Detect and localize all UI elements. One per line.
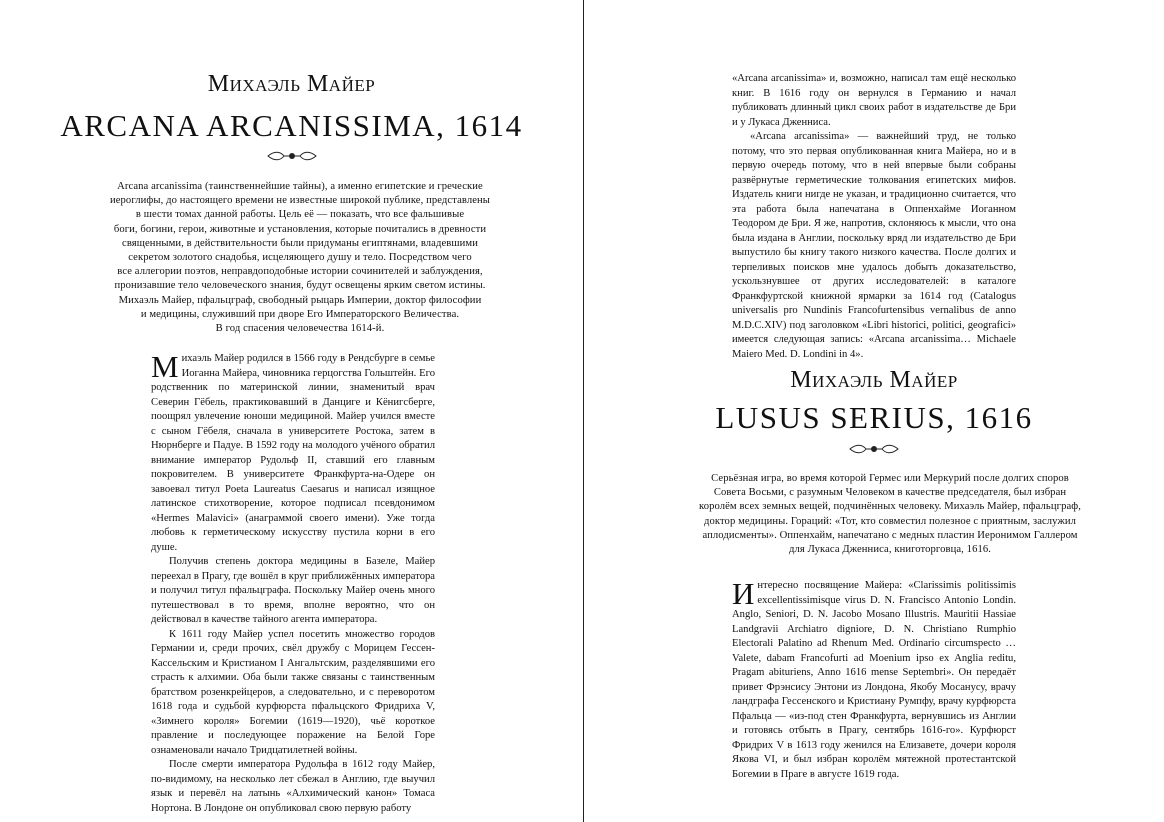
- right-continuation-text: [732, 72, 1016, 362]
- scroll-ornament-icon: [266, 150, 318, 162]
- right-body-paragraph: «Arcana arcanissima» — важнейший труд, не только потому, что это первая опубликованная книга Майера, но и в первую очередь потому, что в ней впервые были собраны развёрнутые герметические толкования египетских мифов. Издатель книги нигде не указан, и традиционно считается, что эта работа была напечатана в Оппенхайме Иоганном Теодором де Бри. Я же, напротив, склоняюсь к мысли, что она была издана в Англии, поскольку вряд ли издательство де Бри выпустило бы книгу такого низкого качества. После долгих и терпеливых поисков мне удалось добыть доказательство, ускользнувшее от других исследователей: в каталоге Франкфуртской книжной ярмарки за 1614 год (Catalogus universalis pro Nundinis Francofurtensibus vernalibus de anno M.D.C.XIV) под заголовком «Libri historici, politici, geografici» имеется следующая запись: «Arcana arcanissima… Michaele Maiero Med. D. Londini in 4».: [732, 131, 1016, 360]
- left-body-paragraph: Михаэль Майер родился в 1566 году в Рендсбурге в семье Иоганна Майера, чиновника герцогства Гольштейн. Его родственник по материнской линии, знаменитый врач Северин Гёбель, практиковавший в Данциге и Кёнигсберге, поощрял увлечение юноши медициной. Майер учился вместе с сыном Гёбеля, сначала в университете Ростока, затем в Нюрнберге и Падуе. В 1592 году на молодого учёного обратил внимание император Рудольф II, ставший его главным покровителем. В университете Франкфурта-на-Одере он завоевал титул Poeta Laureatus Caesarus и написал изящное латинское стихотворение, которое подписал псевдонимом «Hermes Malavici» (анаграммой своего имени). Уже тогда любовь к герметическому искусству пустила корни в его душе.: [151, 349, 435, 553]
- left-body-paragraph: Получив степень доктора медицины в Базеле, Майер переехал в Прагу, где вошёл в круг приближённых императора и получил титул пфальцграфа. Поскольку Майер очень много путешествовал в то время, вполне вероятно, что он действовал в качестве тайного агента императора.: [151, 556, 435, 625]
- right-body-paragraph: «Arcana arcanissima» и, возможно, написал там ещё несколько книг. В 1616 году он вернулся в Германию и начал публиковать длинный цикл своих работ в издательстве де Бри и у Лукаса Дженниса.: [732, 73, 1016, 128]
- right-title-heading: LUSUS SERIUS, 1616: [715, 400, 1033, 435]
- right-body-paragraph: Интересно посвящение Майера: «Clarissimis politissimis excellentissimisque virus D. N. Francisco Antonio Londin. Anglo, Seniori, D. N. Jacobo Mosano Illustris. Mauritii Hassiae Landgravii Archiatro digniore, D. N. Christiano Rumphio Electorali Palatino ad Rhenum Med. Ordinario circumspecto … Valete, dabam Francofurti ad Moenium ipso ex Anglia reditu, Pragam abituriens, Anno 1616 mense Septembri». Он передаёт привет Фрэнсису Энтони из Лондона, Якобу Мосанусу, врачу ландграфа Гессенского и Кристиану Румпфу, врачу курфюрста Пфальца — «из-под стен Франкфурта, вернувшись из Англии и готовясь отбыть в Прагу, сентябрь 1616-го». Курфюрст Фридрих V в 1613 году женился на Елизавете, дочери короля Якова VI, и был избран королём мятежной протестантской Богемии в Праге в августе 1619 года.: [732, 576, 1016, 780]
- left-body-paragraph: К 1611 году Майер успел посетить множество городов Германии и, среди прочих, свёл дружбу с Морицем Гессен-Кассельским и Кристианом I Ангальтским, разделявшими его страсть к алхимии. Оба были также связаны с таинственным братством розенкрейцеров, а следовательно, и с переворотом 1618 года и судьбой курфюрста пфальцского Фридриха V, «Зимнего короля» Богемии (1619—1920), чьё короткое правление и последующее поражение на Белой Горе ознаменовали начало Тридцатилетней войны.: [151, 628, 435, 756]
- left-title-heading: ARCANA ARCANISSIMA, 1614: [60, 108, 523, 143]
- left-author-heading: Михаэль Майер: [207, 71, 376, 97]
- right-intro-text: Серьёзная игра, во время которой Гермес или Меркурий после долгих споров Совета Восьми, с разумным Человеком в качестве председателя, был избран королём всех земных вещей, подчинённых человеку. Михаэль Майер, пфальцграф, доктор медицины. Гораций: «Тот, кто совместил полезное с приятным, заслужил аплодисменты». Оппенхайм, напечатано с медных пластин Иеронимом Галлером для Лукаса Дженниса, книготорговца, 1616.: [698, 473, 1081, 556]
- left-intro-text: Arcana arcanissima (таинственнейшие тайны), а именно египетские и греческие иероглифы, до настоящего времени не известные широкой публике, представлены в шести томах данной работы. Цель её — показать, что все фальшивые боги, богини, герои, животные и установления, которые почитались в древности священными, в действительности были придуманы египтянами, владевшими секретом золотого снадобья, исцеляющего душу и тело. Посредством чего все аллегории поэтов, неправдоподобные истории сочинителей и заблуждения, пронизавшие тело человеческого знания, будут освещены ярким светом истины. Михаэль Майер, пфальцграф, свободный рыцарь Империи, доктор философии и медицины, служивший при дворе Его Императорского Величества. В год спасения человечества 1614-й.: [109, 181, 491, 335]
- left-body-paragraph: После смерти императора Рудольфа в 1612 году Майер, по-видимому, на несколько лет сбежал в Англию, где выучил язык и перевёл на латынь «Алхимический канон» Томаса Нортона. В Лондоне он опубликовал свою первую работу: [151, 759, 435, 814]
- left-dropcap: М: [151, 349, 179, 384]
- right-dropcap: И: [732, 576, 755, 611]
- left-body-text: [151, 349, 435, 816]
- right-body-text: [732, 576, 1016, 782]
- right-author-heading: Михаэль Майер: [790, 367, 958, 393]
- scroll-ornament-icon: [848, 443, 900, 455]
